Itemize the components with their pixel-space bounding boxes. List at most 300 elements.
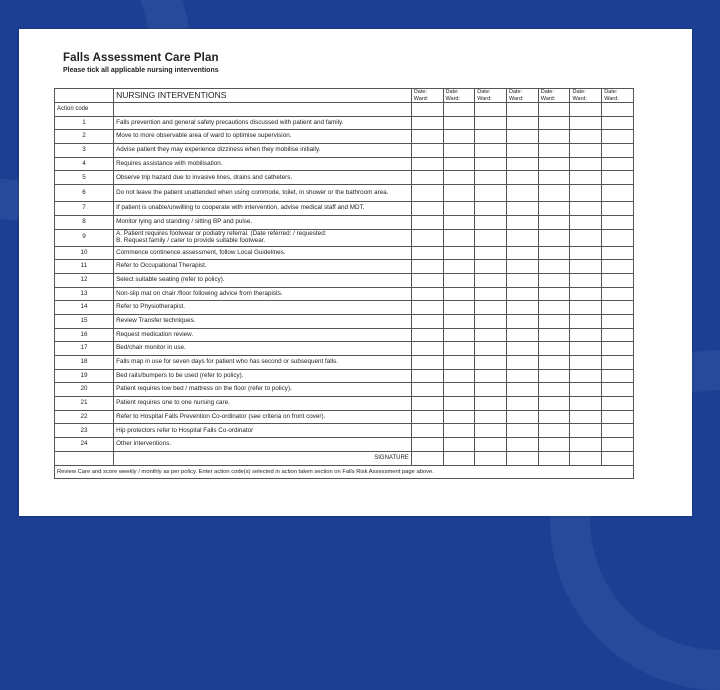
date-label: Date:: [413, 89, 427, 95]
tick-cell[interactable]: [475, 215, 507, 229]
tick-cell[interactable]: [602, 171, 634, 185]
action-code: 14: [55, 301, 114, 315]
tick-cell[interactable]: [507, 116, 539, 130]
tick-cell[interactable]: [538, 144, 570, 158]
tick-cell[interactable]: [602, 424, 634, 438]
signature-cell[interactable]: [507, 451, 539, 465]
intervention-text: If patient is unable/unwilling to cooperate with intervention, advise medical staff and MDT.: [116, 204, 365, 212]
action-code: 5: [55, 171, 114, 185]
action-code: 22: [55, 410, 114, 424]
action-code: 17: [55, 342, 114, 356]
tick-cell[interactable]: [507, 157, 539, 171]
tick-cell[interactable]: [475, 202, 507, 216]
tick-cell[interactable]: [570, 328, 602, 342]
intervention-text: Commence continence assessment, follow Local Guidelines.: [116, 248, 286, 256]
tick-cell[interactable]: [570, 116, 602, 130]
tick-cell[interactable]: [507, 185, 539, 202]
tick-cell[interactable]: [507, 202, 539, 216]
intervention-text: Requires assistance with mobilisation.: [116, 159, 223, 167]
tick-cell[interactable]: [475, 287, 507, 301]
tick-cell[interactable]: [570, 260, 602, 274]
tick-cell[interactable]: [475, 301, 507, 315]
action-code: 6: [55, 185, 114, 202]
tick-cell[interactable]: [570, 130, 602, 144]
intervention-row: [55, 342, 634, 356]
intervention-text: Request medication review.: [116, 330, 194, 338]
intervention-text: Falls prevention and general safety precautions discussed with patient and family.: [116, 118, 344, 126]
intervention-row: [55, 215, 634, 229]
action-code: 1: [55, 116, 114, 130]
intervention-row: [55, 273, 634, 287]
tick-cell[interactable]: [507, 328, 539, 342]
signature-cell[interactable]: [475, 451, 507, 465]
tick-cell[interactable]: [475, 356, 507, 370]
signature-row: [55, 451, 634, 465]
tick-cell[interactable]: [570, 424, 602, 438]
tick-cell[interactable]: [602, 356, 634, 370]
intervention-text: Observe trip hazard due to invasive lines, drains and catheters.: [116, 173, 293, 181]
tick-cell[interactable]: [411, 171, 443, 185]
intervention-text: Do not leave the patient unattended when using commode, toilet, in shower or the bathroom area.: [116, 188, 389, 196]
tick-cell[interactable]: [570, 215, 602, 229]
tick-cell[interactable]: [507, 397, 539, 411]
intervention-row: [55, 356, 634, 370]
date-ward-header: [570, 89, 602, 103]
intervention-text: A. Patient requires footwear or podiatry referral. (Date referred: / requested:: [116, 230, 327, 237]
tick-cell[interactable]: [411, 397, 443, 411]
tick-cell[interactable]: [475, 369, 507, 383]
action-code: 12: [55, 273, 114, 287]
intervention-row: [55, 287, 634, 301]
tick-cell[interactable]: [602, 328, 634, 342]
tick-cell[interactable]: [411, 144, 443, 158]
tick-cell[interactable]: [443, 328, 475, 342]
tick-cell[interactable]: [538, 410, 570, 424]
intervention-text: Patient requires one to one nursing care.: [116, 399, 230, 407]
intervention-text: Refer to Physiotherapist.: [116, 303, 186, 311]
intervention-text-cell: [114, 369, 412, 383]
tick-cell[interactable]: [443, 260, 475, 274]
intervention-text-cell: [114, 130, 412, 144]
tick-cell[interactable]: [570, 103, 602, 117]
tick-cell[interactable]: [602, 410, 634, 424]
signature-cell[interactable]: [411, 451, 443, 465]
intervention-row: [55, 144, 634, 158]
tick-cell[interactable]: [507, 260, 539, 274]
tick-cell[interactable]: [475, 130, 507, 144]
intervention-text: Hip protectors refer to Hospital Falls Co-ordinator: [116, 426, 254, 434]
tick-cell[interactable]: [570, 229, 602, 246]
tick-cell[interactable]: [475, 342, 507, 356]
date-label: Date:: [509, 89, 523, 95]
tick-cell[interactable]: [602, 229, 634, 246]
review-note: Review Care and score weekly / monthly as per policy. Enter action code(s) selected in action taken section on Falls Risk Assessment page above.: [55, 465, 634, 479]
tick-cell[interactable]: [507, 229, 539, 246]
intervention-text-cell: [114, 424, 412, 438]
tick-cell[interactable]: [602, 369, 634, 383]
tick-cell[interactable]: [507, 356, 539, 370]
intervention-row: [55, 383, 634, 397]
tick-cell[interactable]: [538, 314, 570, 328]
intervention-text-cell: [114, 229, 412, 246]
intervention-text: Bed rails/bumpers to be used (refer to policy).: [116, 371, 244, 379]
intervention-text-cell: [114, 328, 412, 342]
intervention-text-cell: [114, 410, 412, 424]
tick-cell[interactable]: [570, 342, 602, 356]
tick-cell[interactable]: [507, 383, 539, 397]
intervention-row: [55, 157, 634, 171]
form-subtitle: Please tick all applicable nursing interventions: [63, 67, 219, 74]
tick-cell[interactable]: [570, 144, 602, 158]
tick-cell[interactable]: [602, 438, 634, 452]
tick-cell[interactable]: [443, 287, 475, 301]
tick-cell[interactable]: [602, 260, 634, 274]
tick-cell[interactable]: [570, 369, 602, 383]
tick-cell[interactable]: [538, 229, 570, 246]
intervention-row: [55, 116, 634, 130]
date-label: Date:: [445, 89, 459, 95]
tick-cell[interactable]: [443, 103, 475, 117]
tick-cell[interactable]: [507, 171, 539, 185]
intervention-text-cell: [114, 215, 412, 229]
action-code: 18: [55, 356, 114, 370]
intervention-row: [55, 301, 634, 315]
signature-cell[interactable]: [443, 451, 475, 465]
tick-cell[interactable]: [538, 356, 570, 370]
tick-cell[interactable]: [570, 383, 602, 397]
tick-cell[interactable]: [443, 185, 475, 202]
intervention-text: Select suitable seating (refer to policy).: [116, 275, 225, 283]
tick-cell[interactable]: [475, 229, 507, 246]
tick-cell[interactable]: [411, 287, 443, 301]
tick-cell[interactable]: [538, 397, 570, 411]
intervention-text-cell: [114, 273, 412, 287]
tick-cell[interactable]: [507, 410, 539, 424]
tick-cell[interactable]: [411, 185, 443, 202]
scanned-document: [19, 29, 692, 516]
intervention-text-cell: [114, 144, 412, 158]
intervention-text: Review Transfer techniques.: [116, 317, 196, 325]
intervention-row: [55, 328, 634, 342]
intervention-row: [55, 397, 634, 411]
tick-cell[interactable]: [411, 314, 443, 328]
tick-cell[interactable]: [602, 215, 634, 229]
tick-cell[interactable]: [538, 438, 570, 452]
action-code: 3: [55, 144, 114, 158]
action-code: 23: [55, 424, 114, 438]
tick-cell[interactable]: [443, 301, 475, 315]
tick-cell[interactable]: [538, 328, 570, 342]
tick-cell[interactable]: [475, 273, 507, 287]
action-code-label: Action code: [55, 103, 114, 117]
tick-cell[interactable]: [570, 314, 602, 328]
intervention-text: Move to more observable area of ward to optimise supervision.: [116, 132, 292, 140]
tick-cell[interactable]: [602, 185, 634, 202]
tick-cell[interactable]: [411, 202, 443, 216]
tick-cell[interactable]: [570, 157, 602, 171]
tick-cell[interactable]: [443, 369, 475, 383]
tick-cell[interactable]: [443, 171, 475, 185]
tick-cell[interactable]: [411, 157, 443, 171]
signature-label: SIGNATURE: [114, 451, 412, 465]
intervention-row: [55, 438, 634, 452]
tick-cell[interactable]: [475, 144, 507, 158]
tick-cell[interactable]: [602, 157, 634, 171]
date-label: Date:: [572, 89, 586, 95]
ward-label: Ward:: [604, 95, 619, 102]
tick-cell[interactable]: [507, 273, 539, 287]
intervention-text-cell: [114, 171, 412, 185]
intervention-text: Monitor lying and standing / sitting BP and pulse.: [116, 217, 253, 225]
ward-label: Ward:: [509, 95, 524, 102]
tick-cell[interactable]: [443, 314, 475, 328]
tick-cell[interactable]: [443, 229, 475, 246]
tick-cell[interactable]: [538, 246, 570, 260]
tick-cell[interactable]: [475, 328, 507, 342]
tick-cell[interactable]: [411, 130, 443, 144]
tick-cell[interactable]: [602, 273, 634, 287]
action-code: 19: [55, 369, 114, 383]
tick-cell[interactable]: [411, 273, 443, 287]
intervention-row: [55, 424, 634, 438]
intervention-text-secondary: B. Request family / carer to provide suitable footwear.: [116, 236, 266, 244]
tick-cell[interactable]: [443, 144, 475, 158]
tick-cell[interactable]: [538, 287, 570, 301]
date-ward-header: [538, 89, 570, 103]
blank-cell: [55, 451, 114, 465]
form-title: Falls Assessment Care Plan: [63, 52, 219, 64]
tick-cell[interactable]: [570, 202, 602, 216]
tick-cell[interactable]: [538, 103, 570, 117]
tick-cell[interactable]: [570, 171, 602, 185]
tick-cell[interactable]: [507, 369, 539, 383]
tick-cell[interactable]: [475, 116, 507, 130]
tick-cell[interactable]: [475, 314, 507, 328]
tick-cell[interactable]: [411, 215, 443, 229]
tick-cell[interactable]: [411, 438, 443, 452]
action-code: 24: [55, 438, 114, 452]
tick-cell[interactable]: [507, 301, 539, 315]
tick-cell[interactable]: [538, 185, 570, 202]
intervention-text: Refer to Hospital Falls Prevention Co-ordinator (see criteria on front cover).: [116, 412, 326, 420]
tick-cell[interactable]: [475, 157, 507, 171]
ward-label: Ward:: [572, 95, 587, 102]
tick-cell[interactable]: [538, 383, 570, 397]
date-ward-header: [411, 89, 443, 103]
tick-cell[interactable]: [443, 410, 475, 424]
intervention-text-cell: [114, 383, 412, 397]
tick-cell[interactable]: [411, 410, 443, 424]
tick-cell[interactable]: [443, 356, 475, 370]
intervention-text: Advise patient they may experience dizziness when they mobilise initially.: [116, 146, 321, 154]
tick-cell[interactable]: [443, 116, 475, 130]
tick-cell[interactable]: [411, 383, 443, 397]
action-code: 7: [55, 202, 114, 216]
action-code: 11: [55, 260, 114, 274]
tick-cell[interactable]: [443, 438, 475, 452]
intervention-text-cell: [114, 356, 412, 370]
intervention-text: Falls map in use for seven days for patient who has second or subsequent falls.: [116, 358, 339, 366]
tick-cell[interactable]: [538, 260, 570, 274]
tick-cell[interactable]: [602, 103, 634, 117]
tick-cell[interactable]: [411, 342, 443, 356]
action-code: 13: [55, 287, 114, 301]
tick-cell[interactable]: [538, 202, 570, 216]
tick-cell[interactable]: [411, 246, 443, 260]
tick-cell[interactable]: [507, 246, 539, 260]
tick-cell[interactable]: [507, 130, 539, 144]
tick-cell[interactable]: [507, 287, 539, 301]
tick-cell[interactable]: [475, 438, 507, 452]
tick-cell[interactable]: [538, 301, 570, 315]
tick-cell[interactable]: [570, 356, 602, 370]
intervention-row: [55, 229, 634, 246]
action-code: 15: [55, 314, 114, 328]
intervention-row: [55, 185, 634, 202]
date-ward-header: [443, 89, 475, 103]
intervention-row: [55, 246, 634, 260]
tick-cell[interactable]: [602, 130, 634, 144]
date-label: Date:: [604, 89, 618, 95]
tick-cell[interactable]: [538, 273, 570, 287]
tick-cell[interactable]: [507, 144, 539, 158]
tick-cell[interactable]: [443, 215, 475, 229]
date-label: Date:: [477, 89, 491, 95]
tick-cell[interactable]: [475, 383, 507, 397]
intervention-row: [55, 260, 634, 274]
tick-cell[interactable]: [570, 438, 602, 452]
tick-cell[interactable]: [602, 287, 634, 301]
tick-cell[interactable]: [443, 383, 475, 397]
tick-cell[interactable]: [538, 116, 570, 130]
tick-cell[interactable]: [570, 410, 602, 424]
tick-cell[interactable]: [443, 397, 475, 411]
tick-cell[interactable]: [475, 260, 507, 274]
date-label: Date:: [540, 89, 554, 95]
intervention-text-cell: [114, 301, 412, 315]
tick-cell[interactable]: [538, 342, 570, 356]
tick-cell[interactable]: [602, 144, 634, 158]
tick-cell[interactable]: [475, 410, 507, 424]
ward-label: Ward:: [413, 95, 429, 102]
tick-cell[interactable]: [538, 369, 570, 383]
tick-cell[interactable]: [602, 397, 634, 411]
tick-cell[interactable]: [602, 202, 634, 216]
tick-cell[interactable]: [411, 116, 443, 130]
tick-cell[interactable]: [411, 328, 443, 342]
ward-label: Ward:: [477, 95, 492, 102]
tick-cell[interactable]: [570, 273, 602, 287]
date-ward-header: [507, 89, 539, 103]
tick-cell[interactable]: [507, 215, 539, 229]
tick-cell[interactable]: [411, 301, 443, 315]
tick-cell[interactable]: [538, 215, 570, 229]
signature-cell[interactable]: [602, 451, 634, 465]
tick-cell[interactable]: [570, 185, 602, 202]
tick-cell[interactable]: [411, 356, 443, 370]
intervention-text: Bed/chair monitor in use.: [116, 344, 186, 352]
tick-cell[interactable]: [475, 171, 507, 185]
tick-cell[interactable]: [507, 424, 539, 438]
tick-cell[interactable]: [570, 246, 602, 260]
tick-cell[interactable]: [538, 130, 570, 144]
intervention-text-cell: [114, 397, 412, 411]
intervention-text-cell: [114, 185, 412, 202]
tick-cell[interactable]: [443, 246, 475, 260]
tick-cell[interactable]: [507, 438, 539, 452]
intervention-text-cell: [114, 438, 412, 452]
tick-cell[interactable]: [570, 397, 602, 411]
intervention-text-cell: [114, 157, 412, 171]
tick-cell[interactable]: [507, 314, 539, 328]
tick-cell[interactable]: [475, 103, 507, 117]
intervention-text: Refer to Occupational Therapist.: [116, 262, 207, 270]
intervention-text-cell: [114, 202, 412, 216]
tick-cell[interactable]: [475, 397, 507, 411]
tick-cell[interactable]: [443, 273, 475, 287]
tick-cell[interactable]: [602, 314, 634, 328]
tick-cell[interactable]: [570, 287, 602, 301]
tick-cell[interactable]: [411, 229, 443, 246]
tick-cell[interactable]: [411, 424, 443, 438]
footer-row: [55, 465, 634, 479]
tick-cell[interactable]: [602, 342, 634, 356]
tick-cell[interactable]: [443, 424, 475, 438]
tick-cell[interactable]: [475, 246, 507, 260]
tick-cell[interactable]: [411, 260, 443, 274]
tick-cell[interactable]: [443, 157, 475, 171]
action-code: 4: [55, 157, 114, 171]
tick-cell[interactable]: [507, 342, 539, 356]
tick-cell[interactable]: [602, 246, 634, 260]
ward-label: Ward:: [445, 95, 460, 102]
action-code: 2: [55, 130, 114, 144]
intervention-row: [55, 171, 634, 185]
tick-cell[interactable]: [538, 157, 570, 171]
action-code: 16: [55, 328, 114, 342]
tick-cell[interactable]: [570, 301, 602, 315]
tick-cell[interactable]: [475, 185, 507, 202]
intervention-row: [55, 369, 634, 383]
tick-cell[interactable]: [411, 369, 443, 383]
intervention-row: [55, 410, 634, 424]
tick-cell[interactable]: [538, 171, 570, 185]
tick-cell[interactable]: [475, 424, 507, 438]
signature-cell[interactable]: [570, 451, 602, 465]
tick-cell[interactable]: [602, 383, 634, 397]
date-ward-header: [602, 89, 634, 103]
tick-cell[interactable]: [443, 130, 475, 144]
tick-cell[interactable]: [443, 202, 475, 216]
tick-cell[interactable]: [602, 301, 634, 315]
tick-cell[interactable]: [411, 103, 443, 117]
action-code: 21: [55, 397, 114, 411]
tick-cell[interactable]: [602, 116, 634, 130]
header-blank-cell: [55, 89, 114, 103]
intervention-text: Patient requires low bed / mattress on the floor (refer to policy).: [116, 385, 292, 393]
intervention-row: [55, 202, 634, 216]
intervention-text-cell: [114, 116, 412, 130]
intervention-text: Other interventions.: [116, 440, 172, 448]
tick-cell[interactable]: [443, 342, 475, 356]
action-code: 8: [55, 215, 114, 229]
intervention-text-cell: [114, 287, 412, 301]
intervention-text-cell: [114, 246, 412, 260]
tick-cell[interactable]: [538, 424, 570, 438]
blank-cell: [114, 103, 412, 117]
signature-cell[interactable]: [538, 451, 570, 465]
tick-cell[interactable]: [507, 103, 539, 117]
